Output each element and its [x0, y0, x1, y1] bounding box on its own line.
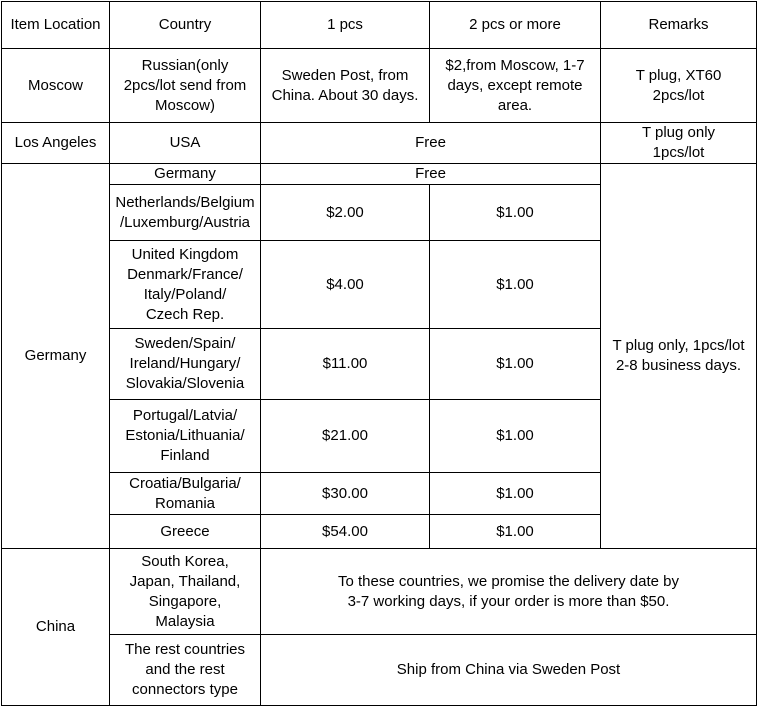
table-row: [2, 549, 757, 635]
remarks-cell: T plug, XT60 2pcs/lot: [601, 49, 757, 123]
price-2-pcs-cell: $1.00: [430, 241, 601, 329]
header-2-pcs-or-more: 2 pcs or more: [430, 2, 601, 49]
price-2-pcs-cell: $1.00: [430, 400, 601, 473]
price-1-pcs-cell: $21.00: [261, 400, 430, 473]
location-germany: Germany: [2, 164, 110, 549]
country-cell: Germany: [110, 164, 261, 185]
price-2-pcs-cell: $1.00: [430, 329, 601, 400]
price-1-pcs-cell: $2.00: [261, 185, 430, 241]
price-2-pcs-cell: $1.00: [430, 515, 601, 549]
price-1-pcs-cell: Sweden Post, from China. About 30 days.: [261, 49, 430, 123]
delivery-note-cell: To these countries, we promise the delivery date by 3-7 working days, if your order is more than $50.: [261, 549, 757, 635]
remarks-cell: T plug only 1pcs/lot: [601, 123, 757, 164]
header-country: Country: [110, 2, 261, 49]
country-cell: Croatia/Bulgaria/ Romania: [110, 473, 261, 515]
price-1-pcs-cell: $4.00: [261, 241, 430, 329]
price-2-pcs-cell: $2,from Moscow, 1-7 days, except remote area.: [430, 49, 601, 123]
country-cell: United Kingdom Denmark/France/ Italy/Poland/ Czech Rep.: [110, 241, 261, 329]
delivery-note-cell: Ship from China via Sweden Post: [261, 635, 757, 706]
table-row: [2, 164, 757, 185]
header-remarks: Remarks: [601, 2, 757, 49]
price-cell: Free: [261, 123, 601, 164]
price-1-pcs-cell: $54.00: [261, 515, 430, 549]
country-cell: Greece: [110, 515, 261, 549]
country-cell: Sweden/Spain/ Ireland/Hungary/ Slovakia/Slovenia: [110, 329, 261, 400]
country-cell: USA: [110, 123, 261, 164]
location-los-angeles: Los Angeles: [2, 123, 110, 164]
header-item-location: Item Location: [2, 2, 110, 49]
price-2-pcs-cell: $1.00: [430, 473, 601, 515]
price-1-pcs-cell: $11.00: [261, 329, 430, 400]
header-row: [2, 2, 757, 49]
country-cell: Portugal/Latvia/ Estonia/Lithuania/ Finland: [110, 400, 261, 473]
country-cell: Russian(only 2pcs/lot send from Moscow): [110, 49, 261, 123]
table-row: [2, 635, 757, 706]
table-row-los-angeles: [2, 123, 757, 164]
price-2-pcs-cell: $1.00: [430, 185, 601, 241]
price-1-pcs-cell: $30.00: [261, 473, 430, 515]
location-china: China: [2, 549, 110, 706]
location-moscow: Moscow: [2, 49, 110, 123]
country-cell: South Korea, Japan, Thailand, Singapore, Malaysia: [110, 549, 261, 635]
price-cell: Free: [261, 164, 601, 185]
country-cell: Netherlands/Belgium /Luxemburg/Austria: [110, 185, 261, 241]
remarks-cell: T plug only, 1pcs/lot 2-8 business days.: [601, 164, 757, 549]
shipping-table: [1, 1, 757, 706]
header-1-pcs: 1 pcs: [261, 2, 430, 49]
country-cell: The rest countries and the rest connectors type: [110, 635, 261, 706]
table-row-moscow: [2, 49, 757, 123]
